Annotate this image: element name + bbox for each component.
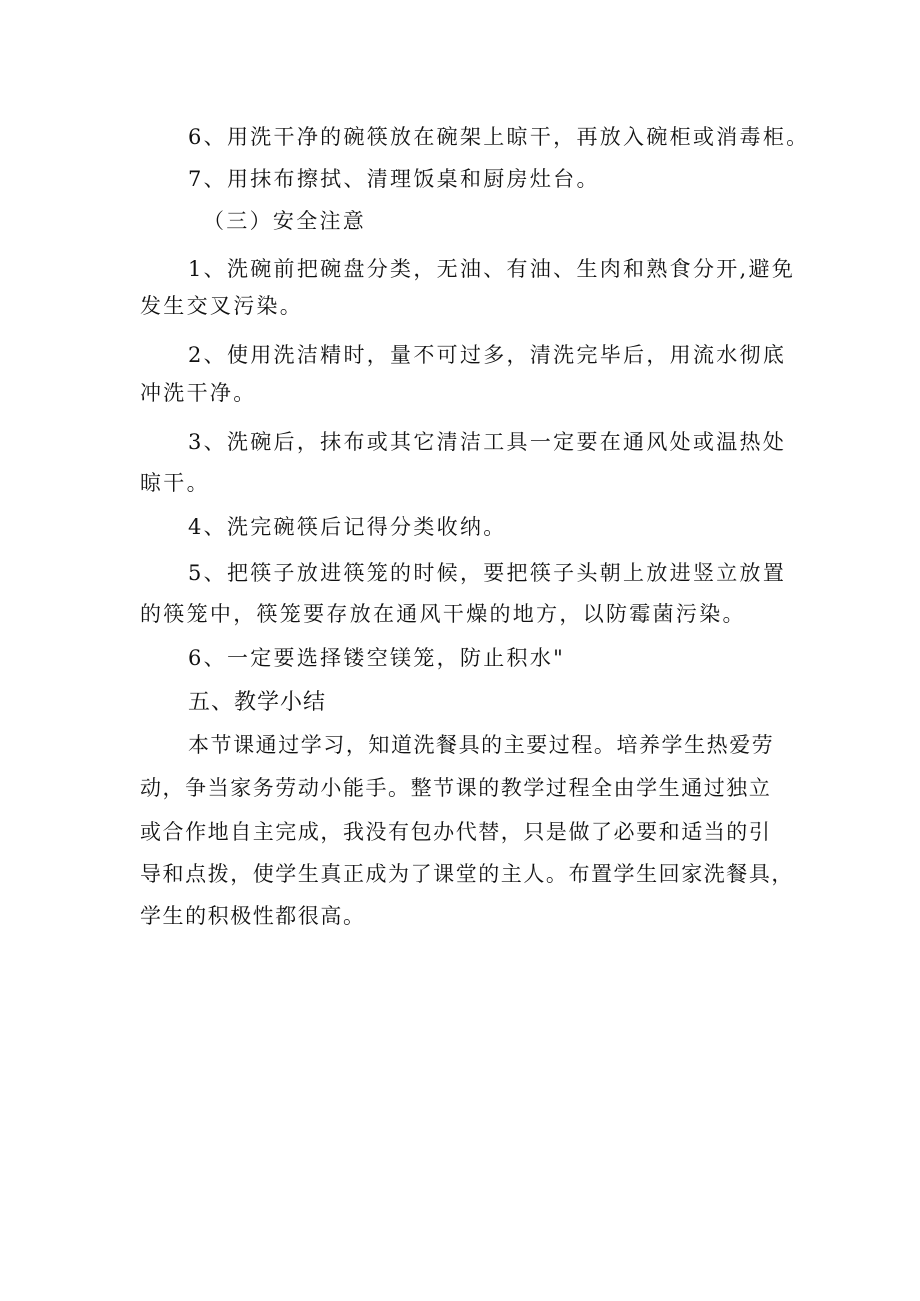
safety-item-4-line: 4、洗完碗筷后记得分类收纳。 xyxy=(188,515,507,539)
safety-item-6-line: 6、一定要选择镂空镁笼，防止积水" xyxy=(188,646,566,670)
summary-line-5: 学生的积极性都很高。 xyxy=(140,904,366,928)
safety-item-5-line-2: 的筷笼中，筷笼要存放在通风干燥的地方，以防霉菌污染。 xyxy=(140,602,746,626)
safety-item-2-line-1: 2、使用洗洁精时，量不可过多，清洗完毕后，用流水彻底 xyxy=(188,343,787,367)
safety-item-2-line-2: 冲洗干净。 xyxy=(140,381,257,405)
safety-item-1-line-1: 1、洗碗前把碗盘分类，无油、有油、生肉和熟食分开,避免 xyxy=(188,257,796,281)
step-7-line: 7、用抹布擦拭、清理饭桌和厨房灶台。 xyxy=(188,167,600,191)
safety-item-3-line-1: 3、洗碗后，抹布或其它清洁工具一定要在通风处或温热处 xyxy=(188,430,787,454)
summary-heading: 五、教学小结 xyxy=(188,690,327,715)
summary-line-3: 或合作地自主完成，我没有包办代替，只是做了必要和适当的引 xyxy=(140,820,772,844)
safety-item-5-line-1: 5、把筷子放进筷笼的时候，要把筷子头朝上放进竖立放置 xyxy=(188,561,787,585)
summary-line-1: 本节课通过学习，知道洗餐具的主要过程。培养学生热爱劳 xyxy=(188,733,775,757)
summary-line-2: 动，争当家务劳动小能手。整节课的教学过程全由学生通过独立 xyxy=(140,776,772,800)
safety-item-1-line-2: 发生交叉污染。 xyxy=(140,294,304,318)
safety-item-3-line-2: 晾干。 xyxy=(140,471,210,495)
summary-line-4: 导和点拨，使学生真正成为了课堂的主人。布置学生回家洗餐具， xyxy=(140,862,794,886)
step-6-line: 6、用洗干净的碗筷放在碗架上晾干，再放入碗柜或消毒柜。 xyxy=(188,125,810,149)
safety-section-title: （三）安全注意 xyxy=(203,209,367,233)
